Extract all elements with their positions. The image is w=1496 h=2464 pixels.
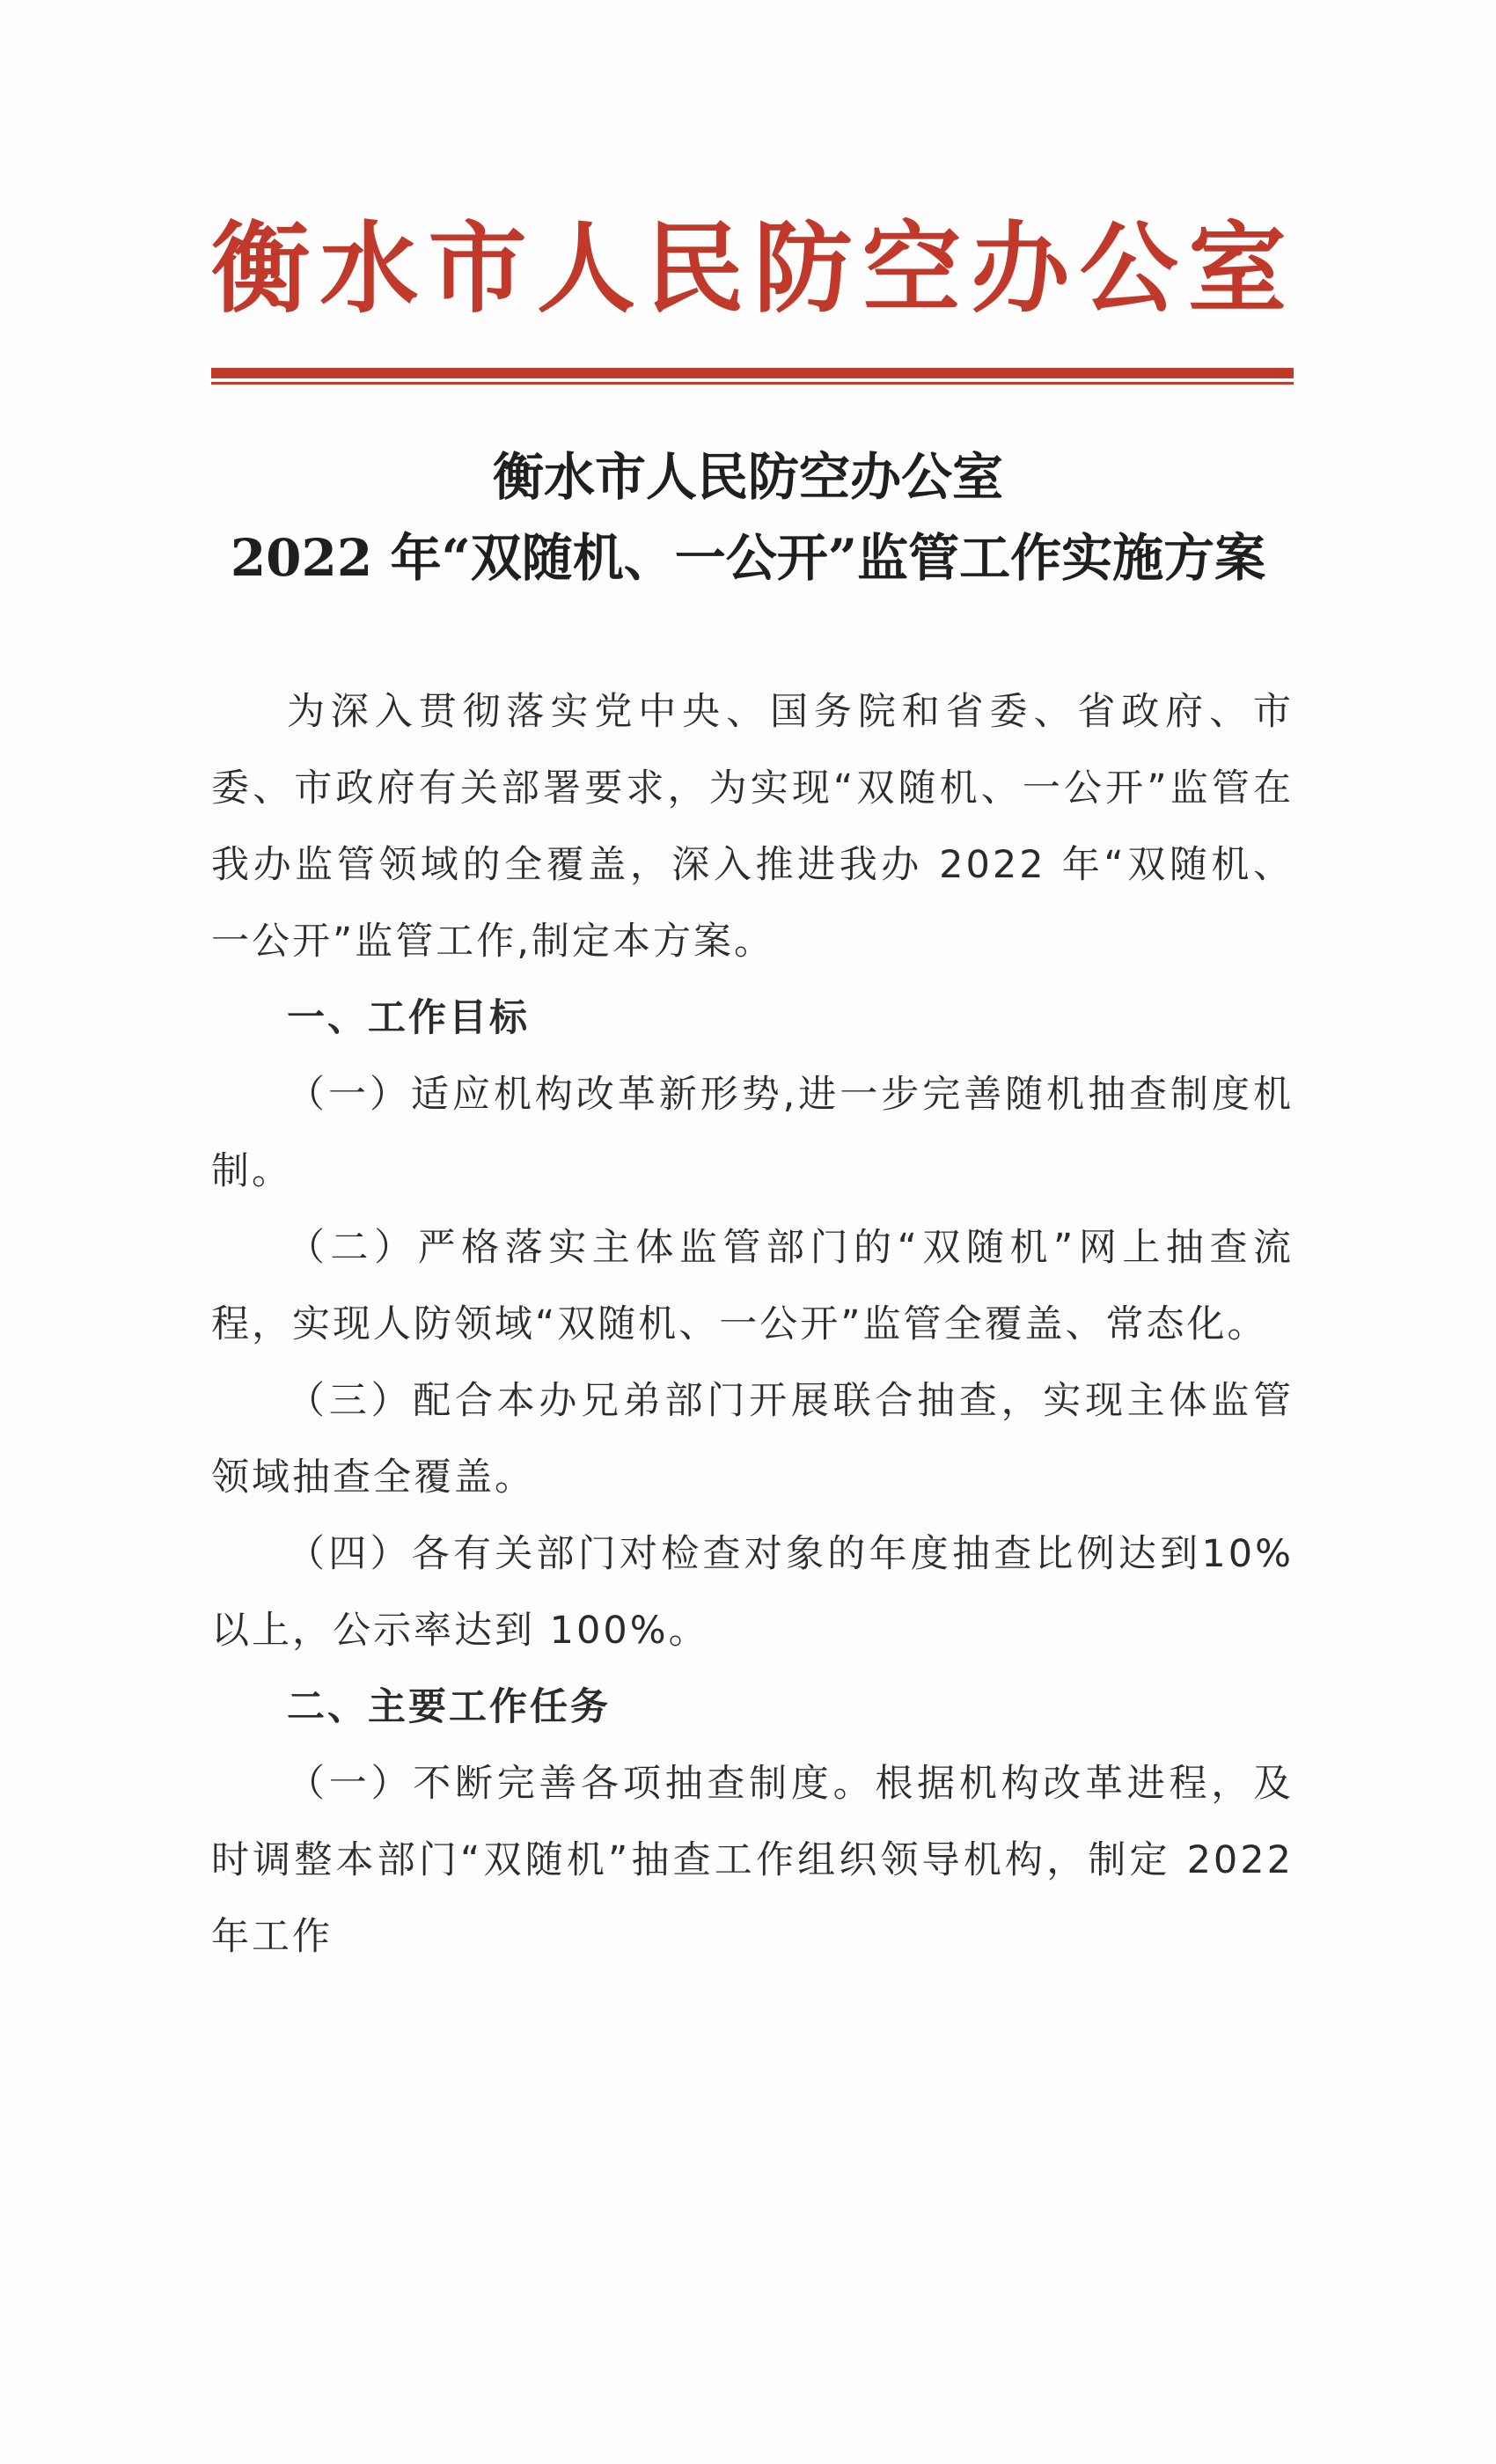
goal-item: （四）各有关部门对检查对象的年度抽查比例达到10%以上，公示率达到 100%。 <box>211 1532 1294 1653</box>
task-item: （一）不断完善各项抽查制度。根据机构改革进程，及时调整本部门“双随机”抽查工作组织领导机构，制定 2022 年工作 <box>211 1762 1294 1959</box>
goal-item: （一）适应机构改革新形势,进一步完善随机抽查制度机制。 <box>211 1073 1294 1193</box>
goal-item: （二）严格落实主体监管部门的“双随机”网上抽查流程，实现人防领域“双随机、一公开”监管全覆盖、常态化。 <box>211 1226 1294 1346</box>
document-title <box>176 436 1320 598</box>
goal-item: （三）配合本办兄弟部门开展联合抽查，实现主体监管领域抽查全覆盖。 <box>211 1379 1294 1500</box>
intro-paragraph: 为深入贯彻落实党中央、国务院和省委、省政府、市委、市政府有关部署要求，为实现“双随机、一公开”监管在我办监管领域的全覆盖，深入推进我办 2022 年“双随机、一公开”监管工作,制定本方案。 <box>211 690 1294 964</box>
letterhead-red-rule <box>211 368 1294 378</box>
document-body <box>211 674 1294 1976</box>
letterhead-red-rule-thin <box>211 382 1294 385</box>
title-line-1: 衡水市人民防空办公室 <box>492 447 1003 507</box>
section-heading-tasks: 二、主要工作任务 <box>287 1685 611 1729</box>
section-heading-goals: 一、工作目标 <box>287 996 530 1040</box>
letterhead-org-name: 衡水市人民防空办公室 <box>211 211 1294 326</box>
title-line-2: 2022 年“双随机、一公开”监管工作实施方案 <box>230 528 1266 588</box>
